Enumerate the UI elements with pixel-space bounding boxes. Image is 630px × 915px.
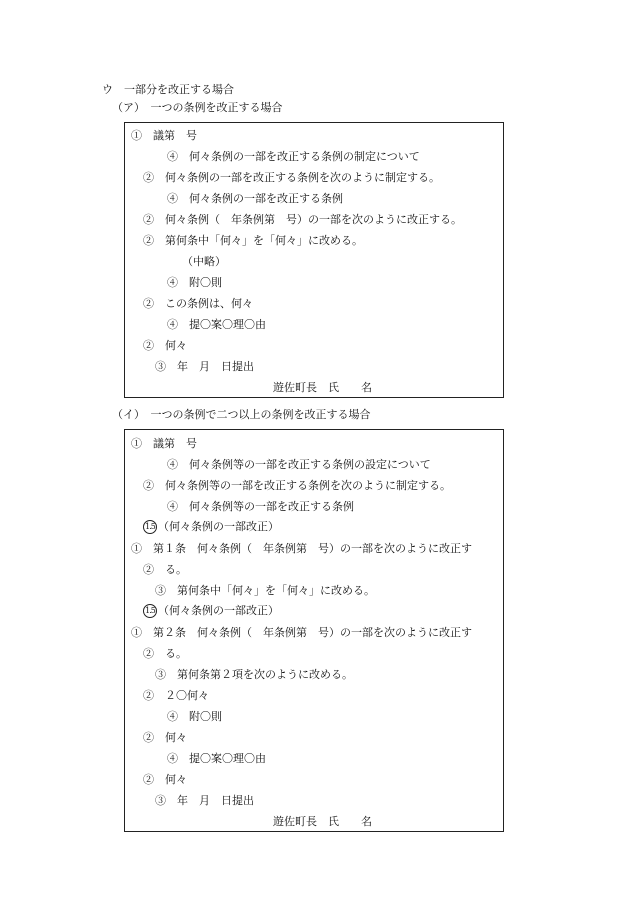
- box2-line-1: ① 議第 号: [131, 437, 197, 450]
- box2-line-14: ④ 附〇則: [167, 710, 222, 723]
- box1-line-4: ④ 何々条例の一部を改正する条例: [167, 192, 343, 205]
- box2-line-6: ① 第１条 何々条例（ 年条例第 号）の一部を次のように改正す: [131, 542, 472, 555]
- box2-line-12: ③ 第何条第２項を次のように改める。: [155, 668, 353, 681]
- box2-line-2: ④ 何々条例等の一部を改正する条例の設定について: [167, 458, 431, 471]
- box2-line-13: ② ２〇何々: [143, 689, 209, 702]
- box1-line-6: ② 第何条中「何々」を「何々」に改める。: [143, 234, 363, 247]
- box2-line-18: ③ 年 月 日提出: [155, 794, 254, 807]
- box1-line-5: ② 何々条例（ 年条例第 号）の一部を次のように改正する。: [143, 213, 462, 226]
- box1-line-12: ③ 年 月 日提出: [155, 360, 254, 373]
- box1-line-10: ④ 提〇案〇理〇由: [167, 318, 266, 331]
- box2-line-3: ② 何々条例等の一部を改正する条例を次のように制定する。: [143, 479, 451, 492]
- box2-line-11: ② る。: [143, 647, 187, 660]
- box2-line-5: [143, 520, 279, 534]
- box1-line-9: ② この条例は、何々: [143, 297, 253, 310]
- box1-line-2: ④ 何々条例の一部を改正する条例の制定について: [167, 150, 420, 163]
- box1-line-3: ② 何々条例の一部を改正する条例を次のように制定する。: [143, 171, 440, 184]
- box2-article-caption-2: （何々条例の一部改正）: [158, 604, 279, 617]
- box1-line-13: 遊佐町長 氏 名: [273, 381, 372, 394]
- box1-line-7: （中略）: [182, 255, 226, 268]
- box2-line-17: ② 何々: [143, 773, 187, 786]
- box1-line-1: ① 議第 号: [131, 129, 197, 142]
- box2-line-9: [143, 604, 279, 618]
- heading-a: （ア） 一つの条例を改正する場合: [112, 101, 283, 114]
- box2-line-7: ② る。: [143, 563, 187, 576]
- box2-article-caption-1: （何々条例の一部改正）: [158, 520, 279, 533]
- box2-line-8: ③ 第何条中「何々」を「何々」に改める。: [155, 584, 375, 597]
- spacing-marker-icon: 1.5: [143, 604, 157, 618]
- heading-i: （イ） 一つの条例で二つ以上の条例を改正する場合: [112, 408, 371, 421]
- box2-line-15: ② 何々: [143, 731, 187, 744]
- box2-line-4: ④ 何々条例等の一部を改正する条例: [167, 500, 354, 513]
- box2-line-19: 遊佐町長 氏 名: [273, 815, 372, 828]
- spacing-marker-icon: 1.5: [143, 520, 157, 534]
- heading-main: ウ 一部分を改正する場合: [102, 83, 234, 96]
- box2-line-16: ④ 提〇案〇理〇由: [167, 752, 266, 765]
- box1-line-11: ② 何々: [143, 339, 187, 352]
- box1-line-8: ④ 附〇則: [167, 276, 222, 289]
- box2-line-10: ① 第２条 何々条例（ 年条例第 号）の一部を次のように改正す: [131, 626, 472, 639]
